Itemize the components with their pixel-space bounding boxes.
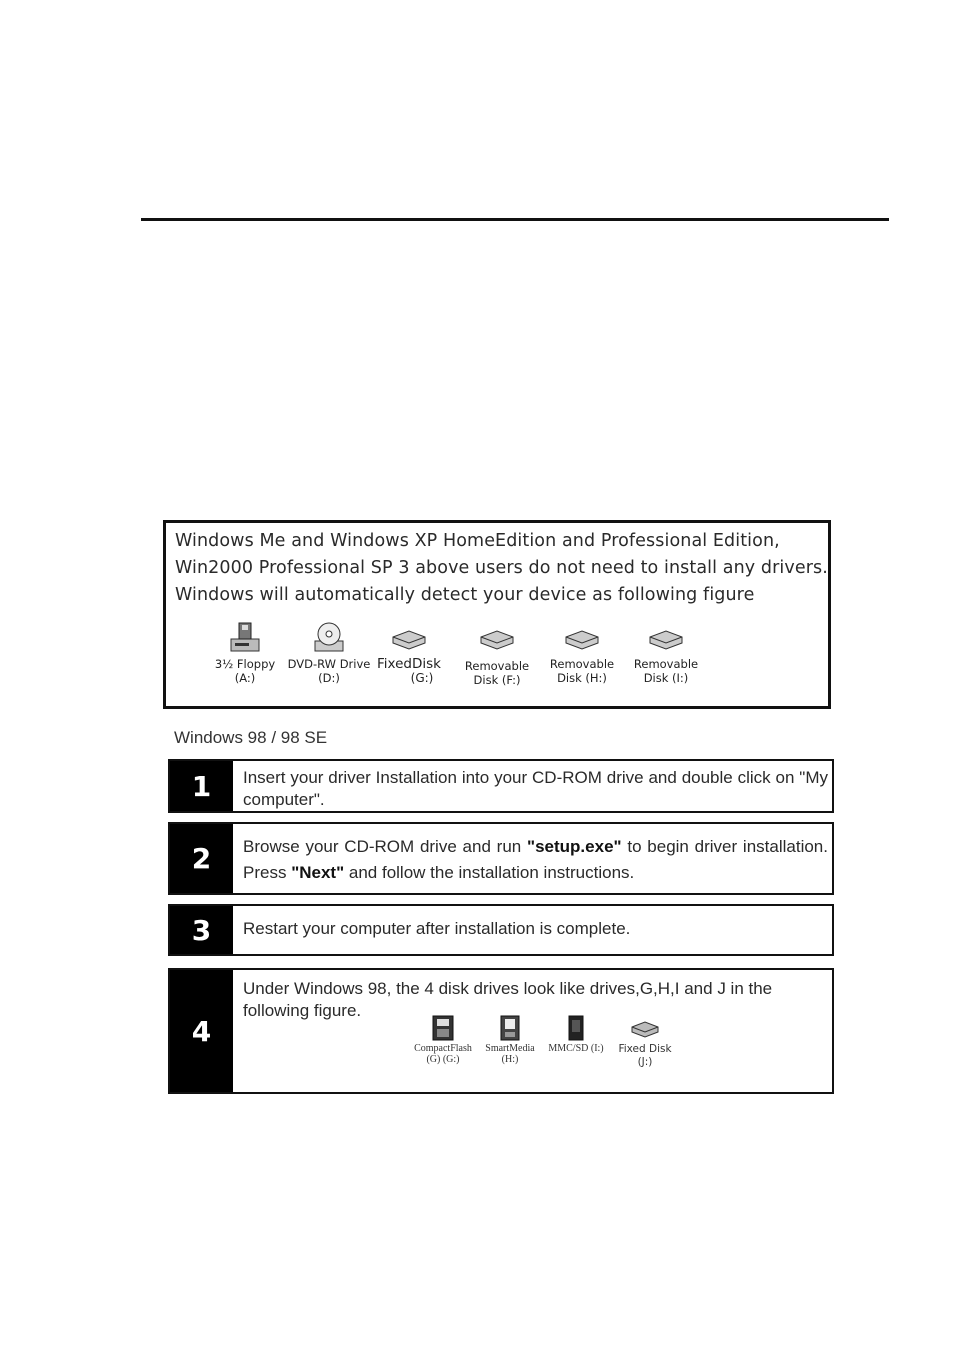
step-text-part: Under Windows 98, the 4 disk drives look like drives,G,H,I and J in the following figure. (243, 979, 773, 1020)
floppy-drive-icon (227, 621, 263, 655)
drive-removable-i[interactable] (631, 621, 701, 685)
drive-label: MMC/SD (I:) (548, 1043, 604, 1054)
drive-letter: (G:) (410, 671, 434, 685)
step-text (243, 767, 828, 811)
next-text: "Next" (291, 863, 345, 882)
drive-fixed-disk[interactable] (374, 621, 444, 685)
drive-label: Fixed Disk (618, 1043, 672, 1055)
intro-line-3: Windows will automatically detect your device as following figure (175, 585, 755, 605)
step-text-part: Browse your CD-ROM drive and run (243, 837, 528, 856)
windows-xp-info-box (163, 520, 831, 709)
setup-exe-text: "setup.exe" (527, 837, 622, 856)
drive-letter: (D:) (318, 671, 340, 685)
drive-removable-h[interactable] (547, 621, 617, 685)
step-text (243, 918, 828, 940)
step-text (243, 834, 828, 886)
step-text-part: and follow the installation instructions. (344, 863, 635, 882)
disk-drive-icon (646, 621, 686, 655)
drive-letter: (G) (G:) (426, 1054, 460, 1065)
step-number: 1 (170, 761, 233, 811)
intro-text (175, 528, 828, 609)
step-text-part: to begin driver installation. Press (243, 837, 828, 882)
drive-compactflash[interactable] (410, 1014, 476, 1065)
drive-label: DVD-RW Drive (287, 657, 371, 671)
disk-drive-icon (629, 1014, 661, 1042)
header-rule (141, 218, 889, 221)
drive-dvd[interactable] (286, 621, 372, 685)
intro-line-1: Windows Me and Windows XP HomeEdition and Professional Edition, (175, 531, 780, 551)
step-number: 2 (170, 824, 233, 893)
drive-floppy[interactable] (210, 621, 280, 685)
mmc-sd-icon (564, 1014, 588, 1042)
drive-label: Removable (464, 659, 530, 673)
disk-drive-icon (389, 621, 429, 655)
drive-letter: (J:) (637, 1056, 653, 1068)
step-3 (168, 904, 834, 956)
step-4 (168, 968, 834, 1094)
drive-label: Removable (633, 657, 699, 671)
step-text-part: Restart your computer after installation is complete. (243, 919, 631, 938)
drive-fixed-disk-j[interactable] (612, 1014, 678, 1069)
step-text-part: Insert your driver Installation into your CD-ROM drive and double click on "My computer". (243, 768, 828, 809)
drive-label: SmartMedia (485, 1043, 535, 1054)
disk-drive-icon (562, 621, 602, 655)
drive-mmc-sd[interactable] (544, 1014, 608, 1054)
drive-label: FixedDisk (377, 656, 441, 672)
dvd-drive-icon (311, 621, 347, 655)
drive-letter: (A:) (234, 671, 256, 685)
step-2 (168, 822, 834, 895)
drive-letter: (H:) (501, 1054, 519, 1065)
drive-removable-f[interactable] (462, 621, 532, 687)
drive-label: Removable (549, 657, 615, 671)
step-number: 3 (170, 906, 233, 954)
drive-smartmedia[interactable] (480, 1014, 540, 1065)
drive-letter: Disk (I:) (643, 671, 689, 685)
drive-label: 3½ Floppy (214, 657, 276, 671)
drive-letter: Disk (F:) (473, 673, 521, 687)
disk-drive-icon (477, 621, 517, 655)
win98-title: Windows 98 / 98 SE (174, 728, 328, 747)
step-1 (168, 759, 834, 813)
compactflash-icon (431, 1014, 455, 1042)
drive-letter: Disk (H:) (557, 671, 607, 685)
smartmedia-icon (498, 1014, 522, 1042)
intro-line-2: Win2000 Professional SP 3 above users do not need to install any drivers. (175, 558, 828, 578)
drive-label: CompactFlash (414, 1043, 472, 1054)
step-number: 4 (170, 970, 233, 1092)
